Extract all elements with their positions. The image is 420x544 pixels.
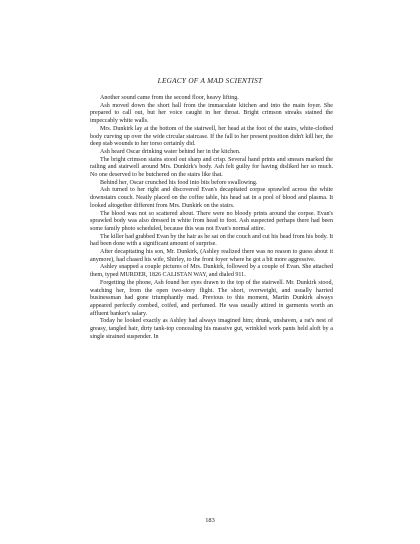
body-text [90,95,333,342]
paragraph: Ashley snapped a couple pictures of Mrs. Dunkirk, followed by a couple of Evan. She attached them, typed MURDER, 1826 CALISTAN WAY, and dialed 911. [90,264,333,279]
paragraph: Another sound came from the second floor, heavy lifting. [100,95,239,101]
paragraph: Behind her, Oscar crunched his food into bits before swallowing. [100,179,258,186]
paragraph: The bright crimson stains stood out sharp and crisp. Several hand prints and smears marked the railing and stairwell around Mrs. Dunkirk's body. Ash felt guilty for having disliked her so much. No one deserved to be butchered on the stairs like that. [90,156,333,179]
paragraph: After decapitating his son, Mr. Dunkirk, (Ashley realized there was no reason to guess about it anymore), had chased his wife, Shirley, to the front foyer where he got a bit more aggressive. [90,249,333,263]
paragraph: Today he looked exactly as Ashley had always imagined him; drunk, unshaven, a rat's nest of greasy, tangled hair, dirty tank-top concealing his massive gut, wrinkled work pants held aloft by a single strained suspender. In [90,318,333,340]
paragraph: Mrs. Dunkirk lay at the bottom of the stairwell, her head at the foot of the stairs, white-clothed body curving up over the wide circular staircase. If the fall to her present position didn't kill her, the deep stab wounds to her torso certainly did. [90,125,333,148]
paragraph: Forgetting the phone, Ash found her eyes drawn to the top of the stairwell. Mr. Dunkirk stood, watching her, from the open two-story flight. The short, overweight, and usually harried businessman had gone triumphantly mad. Previous to this moment, Martin Dunkirk always appeared perfectly combed, coifed, and perfumed. He was usually attired in garments worth an affluent banker's salary. [90,279,333,317]
paragraph: Ash turned to her right and discovered Evan's decapitated corpse sprawled across the white downstairs couch. Neatly placed on the coffee table, his head sat in a pool of blood and plasma. It looked altogether different from Mrs. Dunkirk on the stairs. [90,187,333,209]
paragraph: Ash heard Oscar drinking water behind her in the kitchen. [100,148,241,155]
page-number: 183 [205,517,215,524]
paragraph: The killer had grabbed Evan by the hair as he sat on the couch and cut his head from his body. It had been done with a significant amount of surprise. [90,233,334,248]
paragraph: Ash moved down the short hall from the immaculate kitchen and into the main foyer. She prepared to call out, but her voice caught in her throat. Bright crimson streaks stained the impeccably white walls. [90,102,333,125]
running-head: LEGACY OF A MAD SCIENTIST [157,77,263,85]
paragraph: The blood was not so scattered about. There were no bloody prints around the corpse. Evan's sprawled body was also dressed in white from head to foot. Ash suspected perhaps there had been some family photo scheduled, because this was not Evan's normal attire. [90,210,333,232]
